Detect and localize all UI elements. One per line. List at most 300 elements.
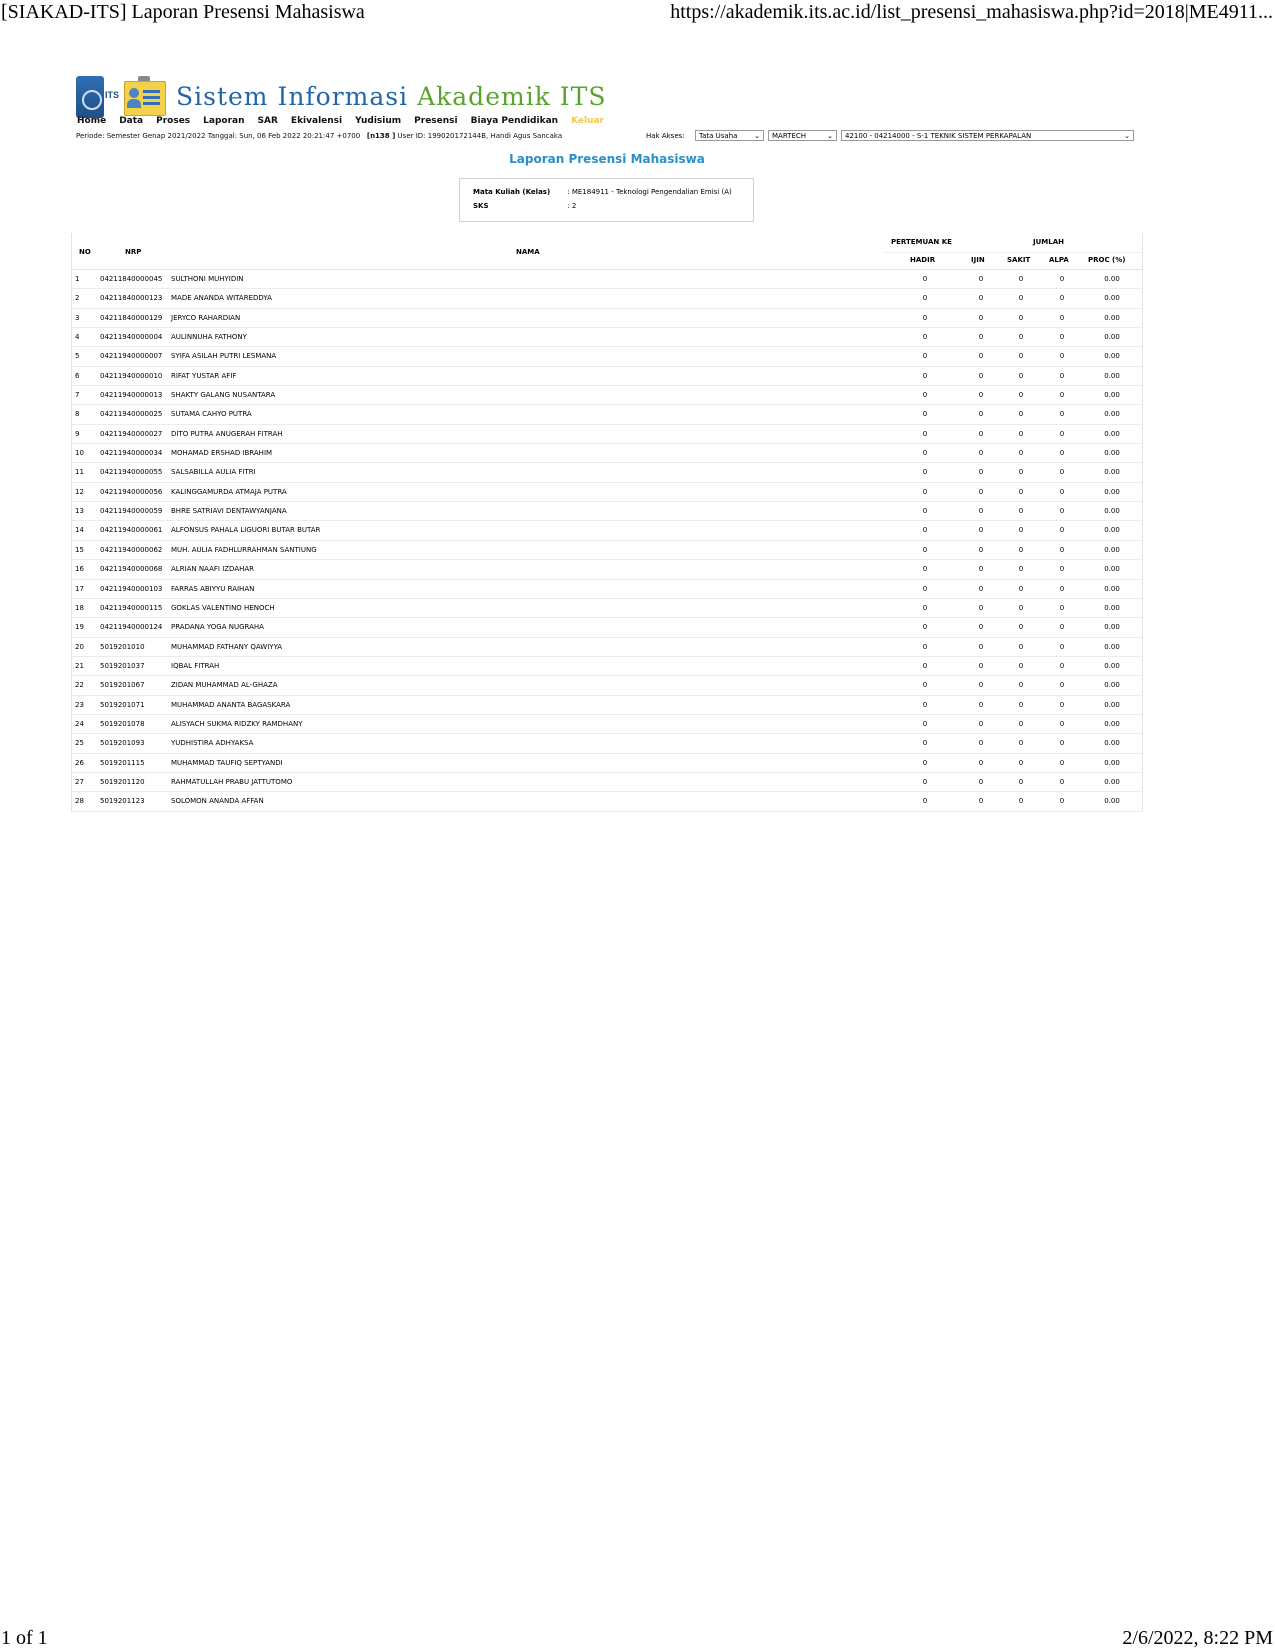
cell-nama: MUHAMMAD TAUFIQ SEPTYANDI: [171, 758, 283, 767]
cell-nrp: 04211940000103: [100, 584, 163, 593]
menu-biaya-pendidikan[interactable]: Biaya Pendidikan: [470, 116, 559, 126]
cell-nrp: 5019201093: [100, 739, 145, 748]
cell-proc: 0.00: [1104, 642, 1120, 651]
table-row: [72, 463, 1142, 482]
cell-no: 5: [75, 352, 80, 361]
unit-select-value: MARTECH: [772, 132, 807, 140]
cell-nrp: 04211840000129: [100, 313, 163, 322]
cell-sakit: 0: [1018, 603, 1024, 612]
cell-no: 1: [75, 275, 80, 283]
cell-ijin: 0: [978, 797, 984, 806]
chevron-down-icon: ⌄: [827, 132, 833, 140]
cell-hadir: 0: [922, 294, 928, 303]
menu-home[interactable]: Home: [77, 116, 107, 126]
cell-alpa: 0: [1059, 294, 1065, 303]
cell-ijin: 0: [978, 410, 984, 419]
cell-sakit: 0: [1018, 275, 1024, 283]
cell-ijin: 0: [978, 565, 984, 574]
cell-nama: ALISYACH SUKMA RIDZKY RAMDHANY: [171, 719, 303, 728]
cell-ijin: 0: [978, 739, 984, 748]
cell-nrp: 5019201067: [100, 681, 145, 690]
cell-sakit: 0: [1018, 468, 1024, 477]
chevron-down-icon: ⌄: [754, 132, 760, 140]
cell-no: 6: [75, 371, 80, 380]
cell-hadir: 0: [922, 642, 928, 651]
session-info: [76, 132, 562, 144]
cell-no: 3: [75, 313, 80, 322]
cell-hadir: 0: [922, 449, 928, 458]
cell-proc: 0.00: [1104, 719, 1120, 728]
course-info-box: [459, 178, 754, 222]
cell-proc: 0.00: [1104, 797, 1120, 806]
cell-ijin: 0: [978, 545, 984, 554]
table-row: [72, 367, 1142, 386]
cell-no: 25: [75, 739, 84, 748]
cell-nama: ZIDAN MUHAMMAD AL-GHAZA: [171, 681, 278, 690]
cell-ijin: 0: [978, 584, 984, 593]
cell-nrp: 04211940000004: [100, 333, 163, 342]
cell-ijin: 0: [978, 623, 984, 632]
cell-hadir: 0: [922, 468, 928, 477]
print-header: [0, 0, 1275, 26]
cell-hadir: 0: [922, 797, 928, 806]
course-value: : ME184911 - Teknologi Pengendalian Emisi (A): [567, 188, 732, 196]
chevron-down-icon: ⌄: [1124, 132, 1130, 140]
cell-nrp: 5019201120: [100, 777, 145, 786]
print-page-url: https://akademik.its.ac.id/list_presensi_mahasiswa.php?id=2018|ME4911...: [670, 1, 1273, 23]
cell-hadir: 0: [922, 429, 928, 438]
menu-ekivalensi[interactable]: Ekivalensi: [290, 116, 343, 126]
cell-nama: YUDHISTIRA ADHYAKSA: [171, 739, 254, 748]
hak-akses-label: Hak Akses:: [646, 132, 685, 140]
cell-nrp: 04211940000007: [100, 352, 163, 361]
table-row: [72, 773, 1142, 792]
header-nama: NAMA: [516, 248, 540, 256]
cell-alpa: 0: [1059, 410, 1065, 419]
cell-nrp: 04211940000059: [100, 507, 163, 516]
cell-nrp: 04211940000056: [100, 487, 163, 496]
cell-sakit: 0: [1018, 371, 1024, 380]
cell-no: 16: [75, 565, 84, 574]
cell-proc: 0.00: [1104, 777, 1120, 786]
cell-ijin: 0: [978, 681, 984, 690]
cell-hadir: 0: [922, 391, 928, 400]
table-row: [72, 618, 1142, 637]
cell-nama: SHAKTY GALANG NUSANTARA: [171, 391, 276, 400]
table-row: [72, 483, 1142, 502]
cell-ijin: 0: [978, 719, 984, 728]
cell-proc: 0.00: [1104, 545, 1120, 554]
cell-proc: 0.00: [1104, 313, 1120, 322]
cell-hadir: 0: [922, 565, 928, 574]
header-nrp: NRP: [125, 248, 142, 256]
its-small-label: ITS: [105, 90, 120, 100]
cell-sakit: 0: [1018, 333, 1024, 342]
header-ijin: IJIN: [971, 256, 985, 264]
cell-nrp: 04211840000123: [100, 294, 163, 303]
cell-alpa: 0: [1059, 758, 1065, 767]
role-select[interactable]: [695, 130, 764, 141]
cell-proc: 0.00: [1104, 487, 1120, 496]
cell-proc: 0.00: [1104, 352, 1120, 361]
cell-nama: RAHMATULLAH PRABU JATTUTOMO: [171, 777, 293, 786]
cell-sakit: 0: [1018, 410, 1024, 419]
cell-hadir: 0: [922, 313, 928, 322]
header-pertemuan: PERTEMUAN KE: [891, 238, 952, 246]
cell-sakit: 0: [1018, 429, 1024, 438]
role-select-value: Tata Usaha: [699, 132, 738, 140]
cell-sakit: 0: [1018, 313, 1024, 322]
cell-alpa: 0: [1059, 429, 1065, 438]
cell-sakit: 0: [1018, 700, 1024, 709]
cell-proc: 0.00: [1104, 391, 1120, 400]
cell-sakit: 0: [1018, 584, 1024, 593]
cell-sakit: 0: [1018, 739, 1024, 748]
cell-alpa: 0: [1059, 449, 1065, 458]
cell-no: 20: [75, 642, 84, 651]
cell-nama: MADE ANANDA WITAREDDYA: [171, 294, 272, 303]
cell-nama: JERYCO RAHARDIAN: [171, 313, 241, 322]
table-row: [72, 541, 1142, 560]
cell-nama: RIFAT YUSTAR AFIF: [171, 371, 237, 380]
cell-proc: 0.00: [1104, 275, 1120, 283]
cell-sakit: 0: [1018, 449, 1024, 458]
cell-proc: 0.00: [1104, 294, 1120, 303]
table-row: [72, 309, 1142, 328]
cell-proc: 0.00: [1104, 700, 1120, 709]
banner-word-informasi: Informasi: [277, 82, 409, 111]
id-card-icon: [122, 76, 166, 116]
cell-nrp: 04211940000010: [100, 371, 163, 380]
cell-no: 2: [75, 294, 80, 303]
cell-no: 19: [75, 623, 84, 632]
print-datetime: 2/6/2022, 8:22 PM: [1122, 1627, 1273, 1649]
cell-hadir: 0: [922, 681, 928, 690]
cell-ijin: 0: [978, 700, 984, 709]
cell-alpa: 0: [1059, 313, 1065, 322]
cell-proc: 0.00: [1104, 681, 1120, 690]
cell-alpa: 0: [1059, 719, 1065, 728]
cell-sakit: 0: [1018, 545, 1024, 554]
cell-nrp: 5019201115: [100, 758, 145, 767]
cell-nrp: 5019201071: [100, 700, 145, 709]
header-jumlah: JUMLAH: [1033, 238, 1064, 246]
cell-proc: 0.00: [1104, 429, 1120, 438]
cell-no: 23: [75, 700, 84, 709]
cell-alpa: 0: [1059, 275, 1065, 283]
menu-data[interactable]: Data: [119, 116, 144, 126]
cell-no: 13: [75, 507, 84, 516]
print-page-count: 1 of 1: [1, 1627, 48, 1649]
cell-alpa: 0: [1059, 681, 1065, 690]
sks-label: SKS: [473, 202, 489, 210]
cell-ijin: 0: [978, 487, 984, 496]
cell-nrp: 04211940000115: [100, 603, 163, 612]
cell-ijin: 0: [978, 275, 984, 283]
site-banner[interactable]: [76, 74, 606, 120]
cell-proc: 0.00: [1104, 468, 1120, 477]
table-row: [72, 560, 1142, 579]
cell-alpa: 0: [1059, 391, 1065, 400]
cell-no: 4: [75, 333, 80, 342]
cell-no: 17: [75, 584, 84, 593]
cell-nama: AULINNUHA FATHONY: [171, 333, 247, 342]
cell-sakit: 0: [1018, 758, 1024, 767]
table-row: [72, 792, 1142, 811]
cell-proc: 0.00: [1104, 371, 1120, 380]
session-periode: Periode: Semester Genap 2021/2022 Tanggal: Sun, 06 Feb 2022 20:21:47 +0700: [76, 132, 361, 140]
cell-nrp: 04211940000034: [100, 449, 163, 458]
cell-alpa: 0: [1059, 603, 1065, 612]
table-body: [72, 270, 1142, 812]
cell-hadir: 0: [922, 700, 928, 709]
cell-no: 24: [75, 719, 84, 728]
header-hadir: HADIR: [910, 256, 936, 264]
cell-nama: SALSABILLA AULIA FITRI: [171, 468, 256, 477]
cell-hadir: 0: [922, 758, 928, 767]
cell-no: 10: [75, 449, 84, 458]
session-user: User ID: 199020172144B, Handi Agus Sancaka: [397, 132, 563, 140]
print-page-title: [SIAKAD-ITS] Laporan Presensi Mahasiswa: [1, 1, 365, 23]
cell-hadir: 0: [922, 526, 928, 535]
prodi-select[interactable]: [841, 130, 1134, 141]
cell-nrp: 04211940000013: [100, 391, 163, 400]
cell-alpa: 0: [1059, 487, 1065, 496]
cell-nama: GOKLAS VALENTINO HENOCH: [171, 603, 275, 612]
table-header: [72, 233, 1142, 270]
menu-presensi[interactable]: Presensi: [414, 116, 458, 126]
cell-proc: 0.00: [1104, 565, 1120, 574]
cell-alpa: 0: [1059, 623, 1065, 632]
cell-alpa: 0: [1059, 565, 1065, 574]
cell-no: 12: [75, 487, 84, 496]
cell-nama: ALFONSUS PAHALA LIGUORI BUTAR BUTAR: [171, 526, 321, 535]
cell-hadir: 0: [922, 487, 928, 496]
banner-title: [176, 74, 606, 120]
cell-nama: MUHAMMAD FATHANY QAWIYYA: [171, 642, 283, 651]
table-row: [72, 425, 1142, 444]
cell-ijin: 0: [978, 777, 984, 786]
table-row: [72, 734, 1142, 753]
cell-alpa: 0: [1059, 642, 1065, 651]
cell-alpa: 0: [1059, 661, 1065, 670]
menu-keluar[interactable]: Keluar: [571, 116, 604, 126]
header-proc: PROC (%): [1088, 256, 1126, 264]
cell-ijin: 0: [978, 758, 984, 767]
table-row: [72, 754, 1142, 773]
cell-hadir: 0: [922, 507, 928, 516]
cell-nama: KALINGGAMURDA ATMAJA PUTRA: [171, 487, 287, 496]
unit-select[interactable]: [768, 130, 837, 141]
cell-proc: 0.00: [1104, 449, 1120, 458]
cell-alpa: 0: [1059, 352, 1065, 361]
cell-proc: 0.00: [1104, 603, 1120, 612]
table-row: [72, 715, 1142, 734]
cell-alpa: 0: [1059, 526, 1065, 535]
course-label: Mata Kuliah (Kelas): [473, 188, 551, 196]
table-row: [72, 580, 1142, 599]
cell-sakit: 0: [1018, 565, 1024, 574]
cell-nama: ALRIAN NAAFI IZDAHAR: [171, 565, 255, 574]
cell-proc: 0.00: [1104, 333, 1120, 342]
attendance-table: [71, 233, 1143, 812]
cell-proc: 0.00: [1104, 661, 1120, 670]
cell-no: 27: [75, 777, 84, 786]
cell-nama: SULTHONI MUHYIDIN: [171, 275, 244, 283]
main-menu: [77, 116, 617, 130]
cell-hadir: 0: [922, 275, 928, 283]
cell-hadir: 0: [922, 603, 928, 612]
cell-alpa: 0: [1059, 333, 1065, 342]
cell-nama: SYIFA ASILAH PUTRI LESMANA: [171, 352, 277, 361]
header-alpa: ALPA: [1049, 256, 1069, 264]
cell-nama: MUHAMMAD ANANTA BAGASKARA: [171, 700, 291, 709]
header-sakit: SAKIT: [1007, 256, 1031, 264]
cell-nrp: 04211940000124: [100, 623, 163, 632]
cell-no: 7: [75, 391, 80, 400]
cell-ijin: 0: [978, 526, 984, 535]
sks-info-row: [473, 202, 576, 210]
cell-alpa: 0: [1059, 507, 1065, 516]
table-row: [72, 599, 1142, 618]
cell-no: 18: [75, 603, 84, 612]
cell-nama: SUTAMA CAHYO PUTRA: [171, 410, 252, 419]
cell-ijin: 0: [978, 294, 984, 303]
cell-hadir: 0: [922, 371, 928, 380]
menu-laporan[interactable]: Laporan: [203, 116, 245, 126]
cell-no: 22: [75, 681, 84, 690]
cell-nrp: 04211940000061: [100, 526, 163, 535]
cell-ijin: 0: [978, 429, 984, 438]
cell-ijin: 0: [978, 333, 984, 342]
cell-nama: IQBAL FITRAH: [171, 661, 220, 670]
table-row: [72, 386, 1142, 405]
cell-proc: 0.00: [1104, 623, 1120, 632]
cell-alpa: 0: [1059, 545, 1065, 554]
table-row: [72, 696, 1142, 715]
cell-sakit: 0: [1018, 681, 1024, 690]
table-row: [72, 502, 1142, 521]
cell-proc: 0.00: [1104, 584, 1120, 593]
prodi-select-value: 42100 - 04214000 - S-1 TEKNIK SISTEM PERKAPALAN: [845, 132, 1032, 140]
table-row: [72, 289, 1142, 308]
cell-hadir: 0: [922, 661, 928, 670]
cell-no: 28: [75, 797, 84, 806]
table-row: [72, 657, 1142, 676]
its-seal-logo: [76, 76, 104, 118]
cell-nama: FARRAS ABIYYU RAIHAN: [171, 584, 255, 593]
cell-nama: DITO PUTRA ANUGERAH FITRAH: [171, 429, 283, 438]
cell-sakit: 0: [1018, 661, 1024, 670]
course-info-row: [473, 188, 732, 196]
cell-hadir: 0: [922, 623, 928, 632]
cell-proc: 0.00: [1104, 526, 1120, 535]
cell-nrp: 04211940000055: [100, 468, 163, 477]
cell-no: 21: [75, 661, 84, 670]
cell-sakit: 0: [1018, 623, 1024, 632]
cell-nama: MOHAMAD ERSHAD IBRAHIM: [171, 449, 273, 458]
cell-sakit: 0: [1018, 507, 1024, 516]
cell-nrp: 5019201078: [100, 719, 145, 728]
header-divider: [884, 252, 1142, 253]
menu-proses[interactable]: Proses: [156, 116, 191, 126]
cell-no: 15: [75, 545, 84, 554]
menu-sar[interactable]: SAR: [257, 116, 278, 126]
cell-sakit: 0: [1018, 777, 1024, 786]
cell-nama: SOLOMON ANANDA AFFAN: [171, 797, 264, 806]
cell-nrp: 04211940000025: [100, 410, 163, 419]
cell-nama: BHRE SATRIAVI DENTAWYANJANA: [171, 507, 287, 516]
cell-proc: 0.00: [1104, 739, 1120, 748]
cell-ijin: 0: [978, 352, 984, 361]
cell-sakit: 0: [1018, 391, 1024, 400]
table-row: [72, 638, 1142, 657]
cell-ijin: 0: [978, 371, 984, 380]
cell-alpa: 0: [1059, 468, 1065, 477]
cell-nama: PRADANA YOGA NUGRAHA: [171, 623, 264, 632]
cell-ijin: 0: [978, 449, 984, 458]
cell-nrp: 04211940000068: [100, 565, 163, 574]
cell-alpa: 0: [1059, 584, 1065, 593]
cell-nrp: 5019201037: [100, 661, 145, 670]
sks-value: : 2: [567, 202, 577, 210]
cell-alpa: 0: [1059, 700, 1065, 709]
page-title: Laporan Presensi Mahasiswa: [509, 152, 705, 166]
cell-proc: 0.00: [1104, 410, 1120, 419]
cell-sakit: 0: [1018, 797, 1024, 806]
cell-ijin: 0: [978, 661, 984, 670]
cell-hadir: 0: [922, 410, 928, 419]
banner-word-akademik: Akademik: [417, 82, 551, 111]
cell-nrp: 5019201123: [100, 797, 145, 806]
cell-sakit: 0: [1018, 719, 1024, 728]
cell-ijin: 0: [978, 391, 984, 400]
cell-alpa: 0: [1059, 777, 1065, 786]
cell-no: 8: [75, 410, 80, 419]
table-row: [72, 444, 1142, 463]
cell-ijin: 0: [978, 507, 984, 516]
cell-ijin: 0: [978, 603, 984, 612]
banner-word-sistem: Sistem: [176, 82, 269, 111]
cell-proc: 0.00: [1104, 507, 1120, 516]
cell-proc: 0.00: [1104, 758, 1120, 767]
cell-alpa: 0: [1059, 797, 1065, 806]
table-row: [72, 270, 1142, 289]
cell-no: 9: [75, 429, 80, 438]
cell-hadir: 0: [922, 777, 928, 786]
table-row: [72, 676, 1142, 695]
table-row: [72, 328, 1142, 347]
menu-yudisium[interactable]: Yudisium: [355, 116, 402, 126]
cell-ijin: 0: [978, 313, 984, 322]
cell-hadir: 0: [922, 584, 928, 593]
cell-hadir: 0: [922, 739, 928, 748]
cell-alpa: 0: [1059, 371, 1065, 380]
print-footer: [0, 1626, 1275, 1650]
cell-nrp: 04211940000027: [100, 429, 163, 438]
cell-hadir: 0: [922, 333, 928, 342]
banner-word-its: ITS: [559, 82, 607, 111]
table-row: [72, 521, 1142, 540]
cell-hadir: 0: [922, 545, 928, 554]
header-no: NO: [79, 248, 91, 256]
cell-sakit: 0: [1018, 642, 1024, 651]
cell-hadir: 0: [922, 719, 928, 728]
session-node: [n138 ]: [366, 132, 396, 140]
cell-sakit: 0: [1018, 526, 1024, 535]
cell-alpa: 0: [1059, 739, 1065, 748]
cell-nrp: 04211940000062: [100, 545, 163, 554]
